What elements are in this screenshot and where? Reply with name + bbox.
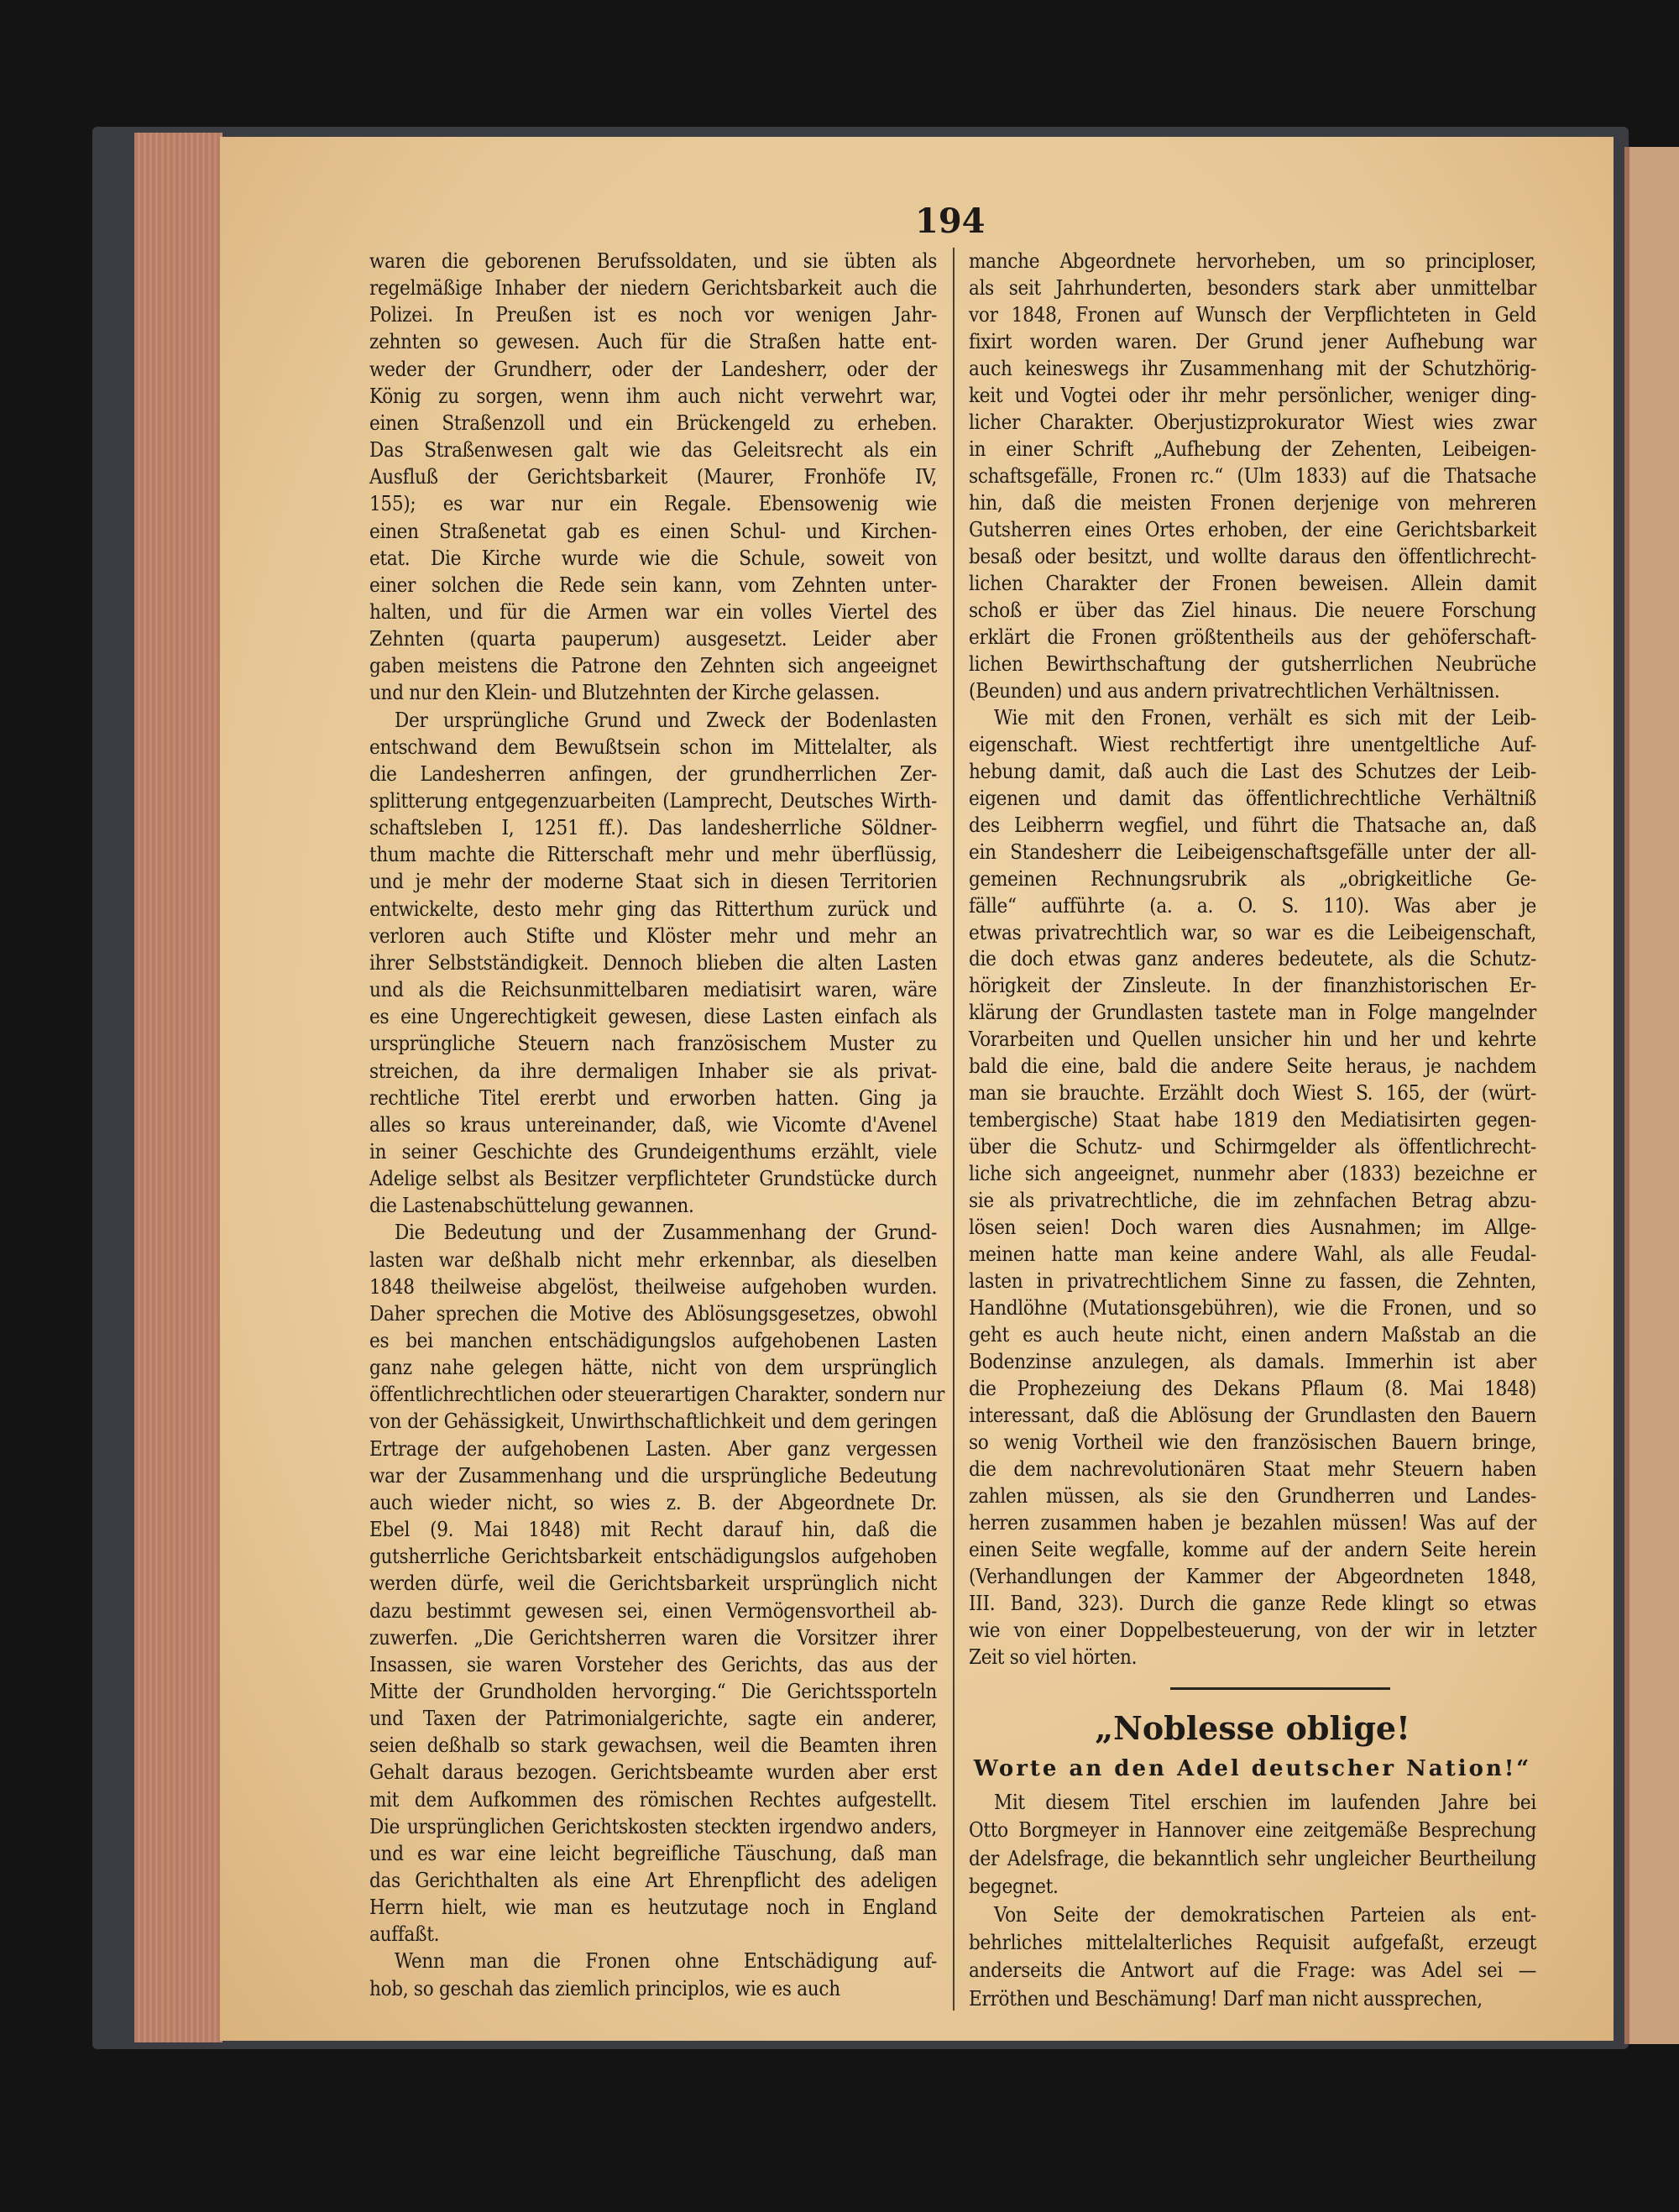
text-line: ihrer Selbstständigkeit. Dennoch blieben die alten Lasten bbox=[369, 950, 937, 975]
text-line: thum machte die Ritterschaft mehr und mehr überflüssig, bbox=[369, 843, 937, 867]
text-line: weder der Grundherr, oder der Landesherr, oder der bbox=[369, 357, 937, 381]
text-line: Adelige selbst als Besitzer verpflichteter Grundstücke durch bbox=[369, 1167, 937, 1191]
text-line: sie als privatrechtliche, die im zehnfachen Betrag abzu- bbox=[969, 1189, 1536, 1213]
text-line: Mit diesem Titel erschien im laufenden Jahre bei bbox=[994, 1791, 1536, 1814]
text-line: halten, und für die Armen war ein volles Viertel des bbox=[369, 599, 937, 624]
text-line: Herrn hielt, wie man es heutzutage noch in England bbox=[369, 1896, 937, 1920]
text-line: Gehalt daraus bezogen. Gerichtsbeamte wurden aber erst bbox=[369, 1760, 937, 1785]
text-line: entwickelte, desto mehr ging das Ritterthum zurück und bbox=[369, 897, 937, 921]
text-line: rechtliche Titel ererbt und erworben hatten. Ging ja bbox=[369, 1085, 937, 1110]
text-line: werden dürfe, weil die Gerichtsbarkeit ursprünglich nicht bbox=[369, 1571, 937, 1596]
text-line: war der Zusammenhang und die ursprüngliche Bedeutung bbox=[369, 1463, 937, 1488]
text-line: Handlöhne (Mutationsgebühren), wie die Fronen, und so bbox=[969, 1296, 1536, 1320]
text-line: Ausfluß der Gerichtsbarkeit (Maurer, Fronhöfe IV, bbox=[369, 465, 937, 489]
text-line: lichen Bewirthschaftung der gutsherrlichen Neubrüche bbox=[969, 651, 1536, 676]
text-line: behrliches mittelalterliches Requisit aufgefaßt, erzeugt bbox=[969, 1931, 1536, 1954]
text-line: Der ursprüngliche Grund und Zweck der Bodenlasten bbox=[395, 708, 937, 732]
article-subtitle: Worte an den Adel deutscher Nation!“ bbox=[973, 1756, 1532, 1781]
text-line: geht es auch heute nicht, einen andern Maßstab an die bbox=[969, 1323, 1536, 1347]
text-line: Wie mit den Fronen, verhält es sich mit der Leib- bbox=[994, 705, 1536, 729]
text-line: verloren auch Stifte und Klöster mehr und mehr an bbox=[369, 923, 937, 948]
text-line: auch wieder nicht, so wies z. B. der Abgeordnete Dr. bbox=[369, 1490, 937, 1514]
text-line: etat. Die Kirche wurde wie die Schule, soweit von bbox=[369, 546, 937, 570]
text-line: einer solchen die Rede sein kann, vom Zehnten unter- bbox=[369, 573, 937, 597]
text-line: besaß oder besitzt, und wollte daraus den öffentlichrecht- bbox=[969, 544, 1536, 568]
text-line: hin, daß die meisten Fronen derjenige von mehreren bbox=[969, 490, 1536, 515]
text-line: splitterung entgegenzuarbeiten (Lamprecht, Deutsches Wirth- bbox=[369, 789, 937, 813]
text-line: Gutsherren eines Ortes erhoben, der eine Gerichtsbarkeit bbox=[969, 517, 1536, 541]
text-line: zehnten so gewesen. Auch für die Straßen hatte ent- bbox=[369, 330, 937, 354]
text-line: ein Standesherr die Leibeigenschaftsgefälle unter der all- bbox=[969, 839, 1536, 864]
text-line: so wenig Vortheil wie den französischen Bauern bringe, bbox=[969, 1430, 1536, 1455]
text-line: ursprüngliche Steuern nach französischem Muster zu bbox=[369, 1032, 937, 1056]
text-line: es eine Ungerechtigkeit gewesen, diese Lasten einfach als bbox=[369, 1005, 937, 1029]
text-line: die Lastenabschüttelung gewannen. bbox=[369, 1194, 694, 1218]
text-line: bald die eine, bald die andere Seite heraus, je nachdem bbox=[969, 1054, 1536, 1079]
text-line: entschwand dem Bewußtsein schon im Mittelalter, als bbox=[369, 735, 937, 759]
text-line: schaftsleben I, 1251 ff.). Das landesherrliche Söldner- bbox=[369, 816, 937, 840]
text-line: und es war eine leicht begreifliche Täuschung, daß man bbox=[369, 1841, 937, 1865]
text-line: (Beunden) und aus andern privatrechtlichen Verhältnissen. bbox=[969, 678, 1500, 703]
text-line: waren die geborenen Berufssoldaten, und sie übten als bbox=[369, 249, 937, 273]
text-line: begegnet. bbox=[969, 1875, 1059, 1899]
text-line: in einer Schrift „Aufhebung der Zehenten, Leibeigen- bbox=[969, 437, 1536, 461]
text-line: Insassen, sie waren Vorsteher des Gerichts, das aus der bbox=[369, 1652, 937, 1676]
text-line: schaftsgefälle, Fronen rc.“ (Ulm 1833) auf die Thatsache bbox=[969, 463, 1536, 488]
text-line: lasten in privatrechtlichem Sinne zu fassen, die Zehnten, bbox=[969, 1269, 1536, 1294]
text-line: eigenschaft. Wiest rechtfertigt ihre unentgeltliche Auf- bbox=[969, 732, 1536, 756]
text-line: ganz nahe gelegen hätte, nicht von dem ursprünglich bbox=[369, 1356, 937, 1380]
text-line: tembergische) Staat habe 1819 den Mediatisirten gegen- bbox=[969, 1108, 1536, 1132]
text-line: 1848 theilweise abgelöst, theilweise aufgehoben wurden. bbox=[369, 1274, 937, 1299]
article-title: „Noblesse oblige! bbox=[1095, 1709, 1410, 1747]
text-line: lichen Charakter der Fronen beweisen. Allein damit bbox=[969, 571, 1536, 595]
text-line: alles so kraus untereinander, daß, wie Vicomte d'Avenel bbox=[369, 1112, 937, 1137]
text-line: liche sich angeeignet, nunmehr aber (1833) bezeichne er bbox=[969, 1162, 1536, 1186]
text-line: Von Seite der demokratischen Parteien als ent- bbox=[994, 1902, 1536, 1927]
text-line: hörigkeit der Zinsleute. In der finanzhistorischen Er- bbox=[969, 974, 1536, 998]
text-line: Die ursprünglichen Gerichtskosten steckten irgendwo anders, bbox=[369, 1814, 937, 1838]
text-line: Ebel (9. Mai 1848) mit Recht darauf hin, daß die bbox=[369, 1518, 937, 1542]
text-line: gutsherrliche Gerichtsbarkeit entschädigungslos aufgehoben bbox=[369, 1545, 937, 1569]
text-line: regelmäßige Inhaber der niedern Gerichtsbarkeit auch die bbox=[369, 276, 937, 301]
text-line: schoß er über das Ziel hinaus. Die neuere Forschung bbox=[969, 598, 1536, 622]
text-line: Otto Borgmeyer in Hannover eine zeitgemäße Besprechung bbox=[969, 1818, 1536, 1843]
text-line: keit und Vogtei oder ihr mehr persönlicher, weniger ding- bbox=[969, 383, 1536, 407]
text-line: fixirt worden waren. Der Grund jener Aufhebung war bbox=[969, 329, 1536, 353]
text-line: Die Bedeutung und der Zusammenhang der Grund- bbox=[395, 1221, 937, 1245]
text-line: Bodenzinse anzulegen, als damals. Immerhin ist aber bbox=[969, 1350, 1536, 1374]
text-line: die dem nachrevolutionären Staat mehr Steuern haben bbox=[969, 1457, 1536, 1482]
text-line: anderseits die Antwort auf die Frage: was Adel sei — bbox=[969, 1958, 1536, 1983]
text-line: erklärt die Fronen größtentheils aus der gehöferschaft- bbox=[969, 625, 1536, 649]
text-line: Wenn man die Fronen ohne Entschädigung auf- bbox=[395, 1949, 937, 1974]
text-line: man sie brauchte. Erzählt doch Wiest S. 165, der (würt- bbox=[969, 1081, 1536, 1106]
text-line: dazu bestimmt gewesen sei, einen Vermögensvortheil ab- bbox=[369, 1598, 937, 1623]
text-line: Ertrage der aufgehobenen Lasten. Aber ganz vergessen bbox=[369, 1436, 937, 1461]
text-line: einen Seite wegfalle, komme auf der andern Seite herein bbox=[969, 1538, 1536, 1562]
column-divider bbox=[953, 248, 955, 2011]
text-line: hob, so geschah das ziemlich principlos, wie es auch bbox=[369, 1976, 840, 2000]
text-line: Das Straßenwesen galt wie das Geleitsrecht als ein bbox=[369, 438, 937, 463]
text-line: öffentlichrechtlichen oder steuerartigen Charakter, sondern nur bbox=[369, 1383, 944, 1407]
text-line: licher Charakter. Oberjustizprokurator Wiest wies zwar bbox=[969, 410, 1536, 434]
text-line: wie von einer Doppelbesteuerung, von der wir in letzter bbox=[969, 1618, 1536, 1642]
text-line: manche Abgeordnete hervorheben, um so principloser, bbox=[969, 249, 1536, 273]
text-line: auch keineswegs ihr Zusammenhang mit der Schutzhörig- bbox=[969, 356, 1536, 380]
text-line: lasten war deßhalb nicht mehr erkennbar, als dieselben bbox=[369, 1247, 937, 1272]
section-rule bbox=[1170, 1687, 1390, 1690]
text-line: 155); es war nur ein Regale. Ebensowenig wie bbox=[369, 492, 937, 516]
text-line: einen Straßenetat gab es einen Schul- und Kirchen- bbox=[369, 519, 937, 543]
text-line: über die Schutz- und Schirmgelder als öffentlichrecht- bbox=[969, 1135, 1536, 1159]
text-line: Daher sprechen die Motive des Ablösungsgesetzes, obwohl bbox=[369, 1301, 937, 1326]
next-page-edge bbox=[1624, 147, 1679, 2044]
text-line: und als die Reichsunmittelbaren mediatisirt waren, wäre bbox=[369, 978, 937, 1002]
text-line: eigenen und damit das öffentlichrechtliche Verhältniß bbox=[969, 786, 1536, 810]
text-line: interessant, daß die Ablösung der Grundlasten den Bauern bbox=[969, 1404, 1536, 1428]
text-line: als seit Jahrhunderten, besonders stark aber unmittelbar bbox=[969, 275, 1536, 300]
text-line: fälle“ aufführte (a. a. O. S. 110). Was aber je bbox=[969, 893, 1536, 918]
text-line: meinen hatte man keine andere Wahl, als alle Feudal- bbox=[969, 1242, 1536, 1267]
text-line: und nur den Klein- und Blutzehnten der Kirche gelassen. bbox=[369, 681, 880, 705]
text-line: klärung der Grundlasten tastete man in Folge mangelnder bbox=[969, 1001, 1536, 1025]
text-line: und je mehr der moderne Staat sich in diesen Territorien bbox=[369, 870, 937, 894]
text-line: (Verhandlungen der Kammer der Abgeordneten 1848, bbox=[969, 1565, 1536, 1589]
text-line: gaben meistens die Patrone den Zehnten sich angeeignet bbox=[369, 654, 937, 678]
page-edges bbox=[134, 133, 222, 2042]
text-line: streichen, da ihre dermaligen Inhaber sie als privat- bbox=[369, 1059, 937, 1083]
page-number: 194 bbox=[915, 201, 986, 241]
text-line: III. Band, 323). Durch die ganze Rede klingt so etwas bbox=[969, 1592, 1536, 1615]
text-line: lösen seien! Doch waren dies Ausnahmen; im Allge- bbox=[969, 1216, 1536, 1240]
text-line: Polizei. In Preußen ist es noch vor wenigen Jahr- bbox=[369, 303, 937, 327]
text-line: einen Straßenzoll und ein Brückengeld zu erheben. bbox=[369, 411, 937, 435]
text-line: zuwerfen. „Die Gerichtsherren waren die Vorsitzer ihrer bbox=[369, 1625, 937, 1650]
text-line: Zehnten (quarta pauperum) ausgesetzt. Leider aber bbox=[369, 627, 937, 651]
text-line: von der Gehässigkeit, Unwirthschaftlichkeit und dem geringen bbox=[369, 1409, 937, 1434]
text-line: mit dem Aufkommen des römischen Rechtes aufgestellt. bbox=[369, 1787, 937, 1812]
text-line: die Prophezeiung des Dekans Pflaum (8. Mai 1848) bbox=[969, 1377, 1536, 1401]
text-line: auffaßt. bbox=[369, 1922, 440, 1947]
text-line: gemeinen Rechnungsrubrik als „obrigkeitliche Ge- bbox=[969, 866, 1536, 891]
text-line: der Adelsfrage, die bekanntlich sehr ungleicher Beurtheilung bbox=[969, 1846, 1536, 1870]
text-line: es bei manchen entschädigungslos aufgehobenen Lasten bbox=[369, 1329, 937, 1352]
text-line: die Landesherren anfingen, der grundherrlichen Zer- bbox=[369, 761, 937, 786]
text-line: Mitte der Grundholden hervorging.“ Die Gerichtssporteln bbox=[369, 1679, 937, 1703]
text-line: die doch etwas ganz anderes bedeutete, als die Schutz- bbox=[969, 947, 1536, 971]
text-line: des Leibherrn wegfiel, und führt die Thatsache an, daß bbox=[969, 813, 1536, 837]
text-line: das Gerichthalten als eine Art Ehrenpflicht des adeligen bbox=[369, 1869, 937, 1892]
text-line: zahlen müssen, als sie den Grundherren und Landes- bbox=[969, 1484, 1536, 1509]
text-line: seien deßhalb so stark gewachsen, weil die Beamten ihren bbox=[369, 1734, 937, 1758]
text-line: etwas privatrechtlich war, so war es die Leibeigenschaft, bbox=[969, 920, 1536, 944]
text-line: Zeit so viel hörten. bbox=[969, 1645, 1138, 1669]
text-line: in seiner Geschichte des Grundeigenthums erzählt, viele bbox=[369, 1139, 937, 1164]
text-line: Vorarbeiten und Quellen unsicher hin und her und kehrte bbox=[969, 1028, 1536, 1052]
text-line: hebung damit, daß auch die Last des Schutzes der Leib- bbox=[969, 759, 1536, 783]
text-line: König zu sorgen, wenn ihm auch nicht verwehrt war, bbox=[369, 384, 937, 408]
text-line: Erröthen und Beschämung! Darf man nicht aussprechen, bbox=[969, 1986, 1483, 2011]
text-line: herren zusammen haben je bezahlen müssen! Was auf der bbox=[969, 1511, 1536, 1535]
text-line: vor 1848, Fronen auf Wunsch der Verpflichteten in Geld bbox=[969, 302, 1536, 327]
text-line: und Taxen der Patrimonialgerichte, sagte ein anderer, bbox=[369, 1707, 937, 1731]
